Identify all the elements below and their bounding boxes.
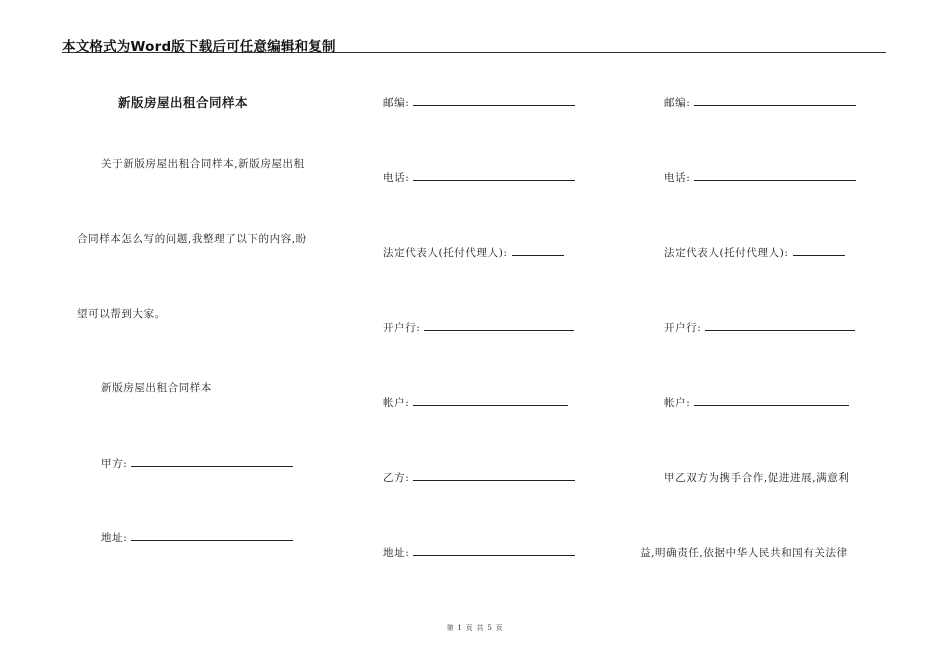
right-legal-rep-blank[interactable]: [793, 246, 845, 256]
middle-account-field: [383, 395, 568, 410]
header-text: 本文格式为Word版下载后可任意编辑和复制: [62, 39, 336, 55]
middle-address-field: [383, 545, 575, 560]
page-footer: 第 1 页 共 5 页: [446, 624, 504, 632]
middle-bank-label: 开户行:: [383, 322, 421, 334]
right-bank-blank[interactable]: [705, 321, 855, 331]
right-phone-label: 电话:: [664, 172, 691, 184]
right-postcode-field: [664, 95, 856, 110]
right-postcode-blank[interactable]: [694, 96, 856, 106]
right-account-field: [664, 395, 849, 410]
section-subtitle: 新版房屋出租合同样本: [101, 382, 212, 394]
party-a-field: [101, 456, 293, 471]
right-legal-rep-field: [664, 245, 845, 260]
party-a-label: 甲方:: [101, 458, 128, 470]
intro-line-2: 合同样本怎么写的问题,我整理了以下的内容,盼: [77, 233, 307, 245]
party-b-blank[interactable]: [413, 471, 575, 481]
party-b-field: [383, 470, 575, 485]
left-address-field: [101, 530, 293, 545]
party-a-blank[interactable]: [131, 457, 293, 467]
middle-bank-blank[interactable]: [424, 321, 574, 331]
right-bank-field: [664, 320, 855, 335]
right-account-label: 帐户:: [664, 397, 691, 409]
middle-postcode-field: [383, 95, 575, 110]
document-title: 新版房屋出租合同样本: [118, 95, 249, 110]
right-phone-blank[interactable]: [694, 171, 856, 181]
left-address-blank[interactable]: [131, 531, 293, 541]
right-bank-label: 开户行:: [664, 322, 702, 334]
agreement-para-line-1: 甲乙双方为携手合作,促进进展,满意利: [664, 472, 850, 484]
right-postcode-label: 邮编:: [664, 97, 691, 109]
party-b-label: 乙方:: [383, 472, 410, 484]
agreement-para-line-2: 益,明确责任,依据中华人民共和国有关法律: [640, 547, 848, 559]
left-address-label: 地址:: [101, 532, 128, 544]
right-legal-rep-label: 法定代表人(托付代理人):: [664, 247, 789, 259]
page-header: [62, 35, 886, 53]
middle-bank-field: [383, 320, 574, 335]
middle-postcode-blank[interactable]: [413, 96, 575, 106]
middle-phone-field: [383, 170, 575, 185]
middle-legal-rep-label: 法定代表人(托付代理人):: [383, 247, 508, 259]
right-account-blank[interactable]: [694, 396, 849, 406]
middle-postcode-label: 邮编:: [383, 97, 410, 109]
middle-account-label: 帐户:: [383, 397, 410, 409]
middle-legal-rep-blank[interactable]: [512, 246, 564, 256]
middle-address-blank[interactable]: [413, 546, 575, 556]
right-phone-field: [664, 170, 856, 185]
middle-phone-label: 电话:: [383, 172, 410, 184]
middle-account-blank[interactable]: [413, 396, 568, 406]
middle-address-label: 地址:: [383, 547, 410, 559]
middle-legal-rep-field: [383, 245, 564, 260]
intro-line-1: 关于新版房屋出租合同样本,新版房屋出租: [101, 158, 305, 170]
middle-phone-blank[interactable]: [413, 171, 575, 181]
intro-line-3: 望可以帮到大家。: [77, 308, 166, 320]
